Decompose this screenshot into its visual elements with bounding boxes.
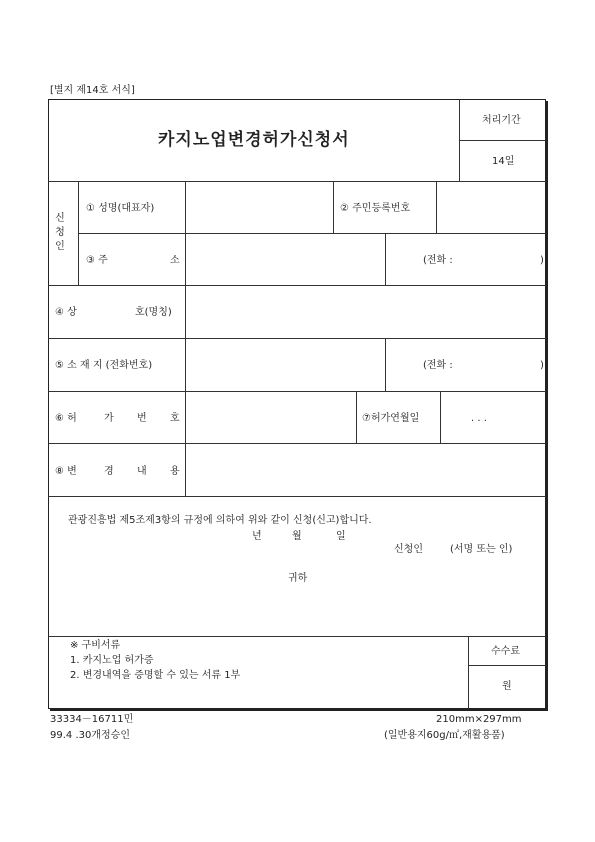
divider: [356, 391, 357, 443]
date-month: 월: [292, 531, 302, 542]
document-item: 2. 변경내역을 증명할 수 있는 서류 1부: [70, 670, 241, 681]
location-label: ⑤ 소 재 지 (전화번호): [55, 360, 153, 371]
divider: [468, 636, 469, 709]
change-content-char: 내: [137, 466, 147, 477]
location-field[interactable]: [187, 340, 383, 389]
resident-number-field[interactable]: [438, 183, 544, 231]
divider: [385, 338, 386, 391]
phone-close: ): [540, 255, 544, 266]
document-item: 1. 카지노업 허가증: [70, 655, 154, 666]
documents-heading: ※ 구비서류: [70, 640, 121, 651]
change-content-field[interactable]: [187, 445, 544, 494]
date-year: 년: [252, 531, 262, 542]
permit-number-label: ⑥ 허: [55, 413, 77, 424]
trade-name-label-end: 호(명칭): [135, 307, 172, 318]
permit-number-char: 호: [170, 413, 180, 424]
location-phone-label: (전화 :: [423, 360, 453, 371]
divider: [385, 233, 386, 285]
frame-shadow-right: [546, 101, 548, 711]
fee-value: 원: [502, 681, 512, 692]
signature-label: (서명 또는 인): [450, 544, 513, 555]
location-phone-close: ): [540, 360, 544, 371]
permit-number-char: 가: [104, 413, 114, 424]
date-day: 일: [336, 531, 346, 542]
divider: [48, 636, 546, 637]
processing-period-value: 14일: [492, 156, 515, 167]
applicant-sign-label: 신청인: [394, 544, 423, 555]
applicant-group-label: 신 청 인: [55, 213, 65, 252]
permit-number-char: 번: [137, 413, 147, 424]
paper-size: 210mm×297mm: [436, 714, 522, 725]
divider: [48, 285, 546, 286]
trade-name-label: ④ 상: [55, 307, 77, 318]
divider: [48, 391, 546, 392]
form-title: 카지노업변경허가신청서: [158, 130, 350, 150]
divider: [48, 181, 546, 182]
permit-date-label: ⑦허가연월일: [362, 413, 420, 424]
paper-spec: (일반용지60g/㎡,재활용품): [384, 730, 505, 741]
address-field[interactable]: [187, 235, 383, 283]
address-label-end: 소: [170, 255, 180, 266]
declaration-text: 관광진흥법 제5조제3항의 규정에 의하여 위와 같이 신청(신고)합니다.: [68, 515, 372, 526]
form-number: [별지 제14호 서식]: [50, 85, 135, 96]
divider: [440, 391, 441, 443]
change-content-char: 경: [104, 466, 114, 477]
divider: [459, 140, 546, 141]
change-content-label: ⑧ 변: [55, 466, 77, 477]
name-field[interactable]: [187, 183, 332, 231]
divider: [48, 338, 546, 339]
processing-period-label: 처리기간: [482, 115, 521, 126]
change-content-char: 용: [170, 466, 180, 477]
phone-label: (전화 :: [423, 255, 453, 266]
name-label: ① 성명(대표자): [86, 203, 155, 214]
permit-date-field[interactable]: . . .: [471, 413, 487, 424]
divider: [459, 99, 460, 181]
divider: [436, 181, 437, 233]
divider: [185, 181, 186, 496]
trade-name-field[interactable]: [187, 287, 544, 336]
divider: [468, 665, 546, 666]
resident-number-label: ② 주민등록번호: [340, 203, 411, 214]
address-label: ③ 주: [86, 255, 108, 266]
divider: [333, 181, 334, 233]
fee-label: 수수료: [491, 646, 520, 657]
form-code: 33334－16711민: [50, 714, 134, 725]
permit-number-field[interactable]: [187, 393, 354, 441]
recipient: 귀하: [288, 573, 308, 584]
divider: [48, 496, 546, 497]
frame-shadow-bottom: [50, 709, 548, 711]
divider: [78, 181, 79, 285]
divider: [48, 443, 546, 444]
approval-date: 99.4 .30개정승인: [50, 730, 130, 741]
divider: [78, 233, 546, 234]
